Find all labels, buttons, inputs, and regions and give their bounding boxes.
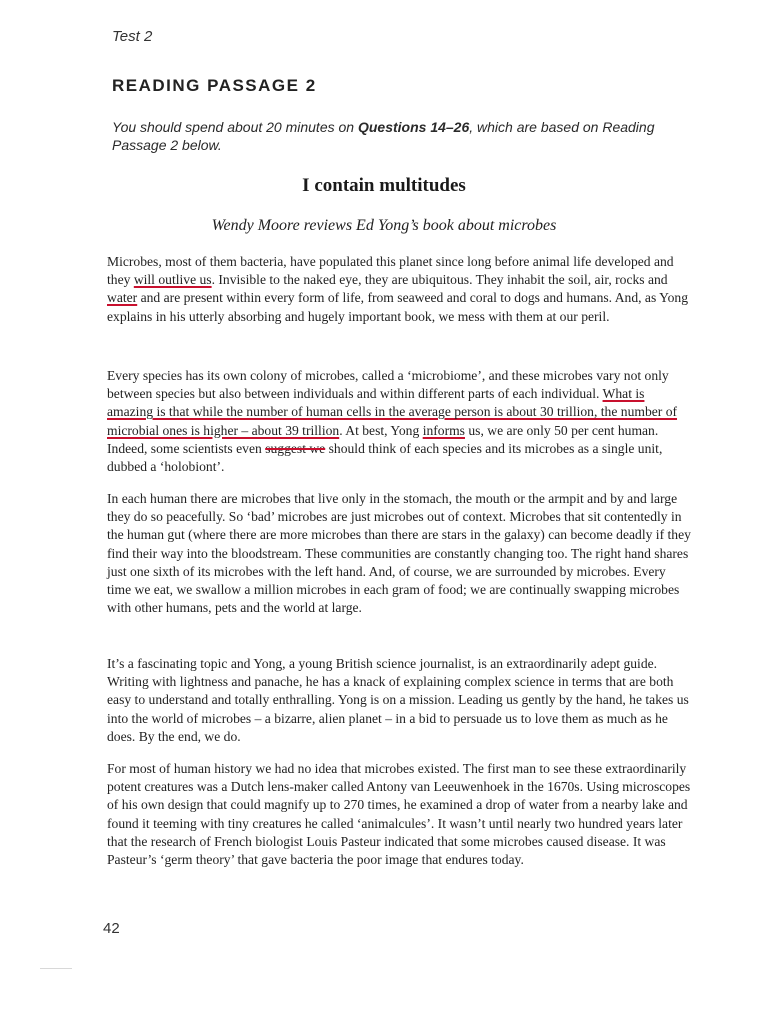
paragraph-2 <box>107 367 692 476</box>
paragraph-2-text-b: . At best, Yong <box>339 422 423 438</box>
annotation-strike-suggest: suggest we <box>265 440 326 456</box>
paragraph-1-text-a: Microbes, most of them bacteria, have populated this planet since long before animal life developed and they <box>107 254 674 288</box>
questions-range: Questions 14–26 <box>357 119 470 135</box>
annotation-underline-water: water <box>107 290 138 306</box>
annotation-underline-outlive: will outlive us <box>133 272 212 288</box>
article-subtitle: Wendy Moore reviews Ed Yong’s book about microbes <box>211 217 557 234</box>
instructions-suffix: , which are based on Reading Passage 2 below. <box>112 119 655 153</box>
paragraph-2-text-a: Every species has its own colony of microbes, called a ‘microbiome’, and these microbes vary not only between species but also between individuals and within different parts of each individual. <box>107 368 669 402</box>
paragraph-2-text-c: us, we are only 50 per cent human. Indeed, some scientists even <box>107 422 659 456</box>
paragraph-2-text-d: should think of each species and its microbes as a single unit, dubbed a ‘holobiont’. <box>107 440 663 475</box>
instructions <box>112 118 702 154</box>
annotation-underline-cell-counts: What is amazing is that while the number of human cells in the average person is about 30 trillion, the number of microbial ones is higher – about 39 trillion <box>107 386 678 438</box>
paragraph-4: It’s a fascinating topic and Yong, a young British science journalist, is an extraordinarily adept guide. Writing with lightness and panache, he has a knack of explaining complex science in terms that are both easy to understand and totally enthralling. Yong is on a mission. Leading us gently by the hand, he takes us into the world of microbes – a bizarre, alien planet – in a bid to persuade us to love them as much as he does. By the end, we do. <box>107 656 689 744</box>
paragraph-1-text-c: and are present within every form of life, from seaweed and coral to dogs and humans. And, as Yong explains in his utterly absorbing and hugely important book, we mess with them at our peril. <box>107 290 688 324</box>
paragraph-1 <box>107 253 692 326</box>
passage-title: READING PASSAGE 2 <box>112 76 317 95</box>
page-number: 42 <box>103 920 120 937</box>
paragraph-1-text-b: . Invisible to the naked eye, they are ubiquitous. They inhabit the soil, air, rocks and <box>211 272 668 288</box>
paragraph-5: For most of human history we had no idea that microbes existed. The first man to see these extraordinarily potent creatures was a Dutch lens-maker called Antony van Leeuwenhoek in the 1670s. Using microscopes of his own design that could magnify up to 270 times, he examined a drop of water from a nearby lake and found it teeming with tiny creatures he called ‘animalcules’. It wasn’t until nearly two hundred years later that the research of French biologist Louis Pasteur indicated that some microbes caused disease. It was Pasteur’s ‘germ theory’ that gave bacteria the poor image that endures today. <box>107 761 691 868</box>
paragraph-3: In each human there are microbes that live only in the stomach, the mouth or the armpit and by and large they do so peacefully. So ‘bad’ microbes are just microbes out of context. Microbes that sit contentedly in the human gut (where there are more microbes than there are stars in the galaxy) can become deadly if they find their way into the bloodstream. These communities are constantly changing too. The right hand shares just one sixth of its microbes with the left hand. And, of course, we are surrounded by microbes. Every time we eat, we swallow a million microbes in each gram of food; we are continually swapping microbes with other humans, pets and the world at large. <box>107 491 691 616</box>
article-title: I contain multitudes <box>302 175 466 196</box>
scan-edge-mark <box>40 968 72 969</box>
annotation-underline-informs: informs <box>422 422 465 438</box>
instructions-prefix: You should spend about 20 minutes on <box>112 119 358 135</box>
test-label: Test 2 <box>112 28 153 45</box>
